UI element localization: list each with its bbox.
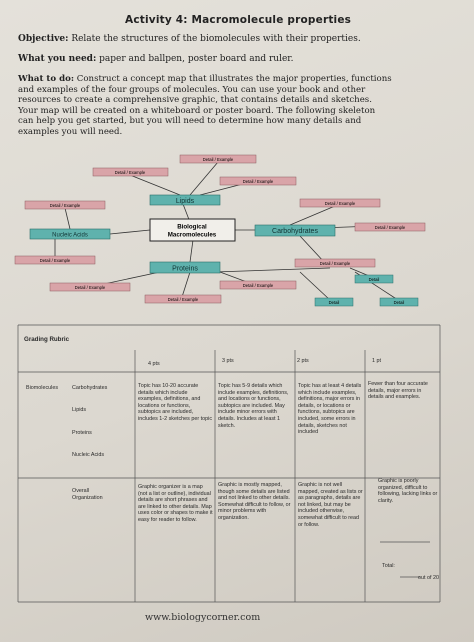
detail-box-text: Detail / Example bbox=[202, 157, 234, 162]
total-label: Total: bbox=[382, 563, 395, 569]
points-2: 2 pts bbox=[297, 358, 309, 364]
row2-2pts: Graphic is not well mapped, created as lists or as paragraphs, details are not linked, but may be included otherwise, somewhat difficult to read or follow. bbox=[298, 482, 363, 528]
lipids-label: Lipids bbox=[175, 198, 195, 205]
nucleic-acids-label: Nucleic Acids bbox=[52, 232, 88, 239]
points-3: 3 pts bbox=[222, 358, 234, 364]
detail-box-text: Detail / Example bbox=[74, 285, 106, 290]
category-organization: Organization bbox=[72, 495, 103, 501]
activity-title: Activity 4: Macromolecule properties bbox=[125, 14, 352, 26]
need-label: What you need: bbox=[18, 54, 97, 64]
center-line-1: Biological bbox=[177, 223, 207, 231]
row1-4pts: Topic has 10-20 accurate details which include examples, definitions, and locations or functions, subtopics are included, includes 1-2 sketches per topic bbox=[138, 383, 213, 422]
row2-3pts: Graphic is mostly mapped, though some details are listed and not linked to other details. Somewhat difficult to follow, or minor problems with organization. bbox=[218, 482, 291, 521]
detail-box-text: Detail / Example bbox=[242, 283, 274, 288]
category-biomolecules: Biomolecules bbox=[26, 385, 59, 391]
detail-box-text: Detail / Example bbox=[114, 170, 146, 175]
rubric-grid bbox=[0, 320, 474, 610]
detail-box-text: Detail / Example bbox=[242, 179, 274, 184]
objective-text: Relate the structures of the biomolecules with their properties. bbox=[71, 34, 361, 44]
detail-box-text: Detail / Example bbox=[319, 261, 351, 266]
rubric-title: Grading Rubric bbox=[24, 336, 70, 343]
center-line-2: Macromolecules bbox=[167, 231, 217, 239]
detail-box-text: Detail bbox=[328, 300, 340, 305]
row1-2pts: Topic has at least 4 details which include examples, definitions, major errors in details, or locations or functions, subtopics are included, some errors in details, sketches not included bbox=[298, 383, 362, 436]
category-lipids: Lipids bbox=[72, 407, 87, 413]
category-carbohydrates: Carbohydrates bbox=[72, 385, 108, 391]
row1-3pts: Topic has 5-9 details which include examples, definitions, and locations or functions, subtopics are included. May include minor errors with details. Includes at least 1 sketch. bbox=[218, 383, 289, 429]
category-proteins: Proteins bbox=[72, 430, 92, 436]
category-nucleic-acids: Nucleic Acids bbox=[72, 452, 105, 458]
detail-box-text: Detail / Example bbox=[49, 203, 81, 208]
detail-box-text: Detail bbox=[368, 277, 380, 282]
todo-text: Construct a concept map that illustrates the major properties, functions and examples of the four groups of molecules. You can use your book and other resources to create a comprehensive graphic, that contains details and sketches. Your map will be created on a whiteboard or poster board. The following skeleton can help you get started, but you will need to determine how many details and examples you will need. bbox=[18, 74, 392, 137]
footer-url[interactable]: www.biologycorner.com bbox=[145, 612, 261, 623]
objective-line bbox=[18, 34, 361, 44]
proteins-label: Proteins bbox=[172, 265, 198, 273]
row2-4pts: Graphic organizer is a map (not a list or outline), individual details are short phrases and are linked to other details. Map uses color or shapes to make it easy for reader to follow. bbox=[138, 484, 213, 523]
detail-box-text: Detail / Example bbox=[167, 297, 199, 302]
points-4: 4 pts bbox=[148, 361, 160, 367]
detail-box-text: Detail bbox=[393, 300, 405, 305]
total-suffix: out of 20 bbox=[418, 575, 439, 581]
row2-1pt: Graphic is poorly organized, difficult to following, lacking links or clarity. bbox=[378, 478, 438, 504]
need-text: paper and ballpen, poster board and ruler. bbox=[99, 54, 294, 64]
row1-1pt: Fewer than four accurate details, major errors in details and examples. bbox=[368, 381, 428, 401]
objective-label: Objective: bbox=[18, 34, 69, 44]
carbohydrates-label: Carbohydrates bbox=[272, 228, 318, 235]
detail-box-text: Detail / Example bbox=[324, 201, 356, 206]
detail-box-text: Detail / Example bbox=[374, 225, 406, 230]
instructions-paragraph bbox=[18, 74, 393, 138]
need-line bbox=[18, 54, 293, 64]
category-overall: Overall bbox=[72, 488, 90, 494]
concept-map bbox=[0, 150, 474, 315]
detail-box-text: Detail / Example bbox=[39, 258, 71, 263]
todo-label: What to do: bbox=[18, 74, 75, 84]
points-1: 1 pt bbox=[372, 358, 381, 364]
